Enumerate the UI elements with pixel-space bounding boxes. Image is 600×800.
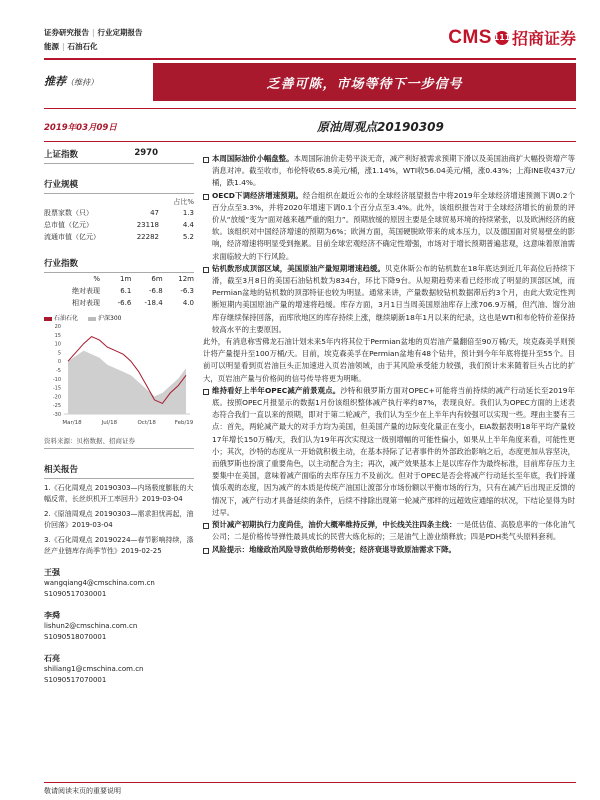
paragraph-body: 此外，有消息称雪佛龙石油计划未来5年内将其位于Permian盆地的页岩油产量翻倍至90万桶/天，埃克森美孚则预计将产量提升至100万桶/天。目前，埃克森美孚在Permian盆地有48个钻井，预计到今年年底将提升至55个。目前可以明显看到页岩油巨头正加速进入页岩油领域，由于其风险承受能力较强，我们预计未来随着巨头占比的扩大，页岩油产量与价格间的信号传导将更为明晰。 [203, 337, 575, 383]
row-pct: 5.2 [182, 233, 194, 241]
y-tick-label: -5 [56, 368, 61, 374]
paragraph-lead: 本周国际油价小幅盘整。 [212, 154, 294, 163]
basic-title: 行业规模 [44, 178, 194, 194]
chart-source: 资料来源：贝格数据、招商证券 [44, 436, 194, 449]
row-value: 23118 [136, 221, 159, 229]
benchmark-area [68, 351, 186, 414]
perf-cell: 6.1 [120, 287, 132, 295]
paragraph-body: 一是低估值、高股息率的一体化油气公司；二是价格传导弹性最具成长的民营大炼化标的；三是油气上游业绩释放；四是PDH类气头原料套利。 [212, 520, 575, 542]
sidebar [44, 148, 194, 686]
paragraph [203, 519, 575, 543]
paragraph-lead: 风险提示：地缘政治风险导致供给形势转变；经济衰退导致原油需求下降。 [212, 544, 456, 554]
footer-note: 敬请阅读末页的重要说明 [44, 787, 121, 795]
title-banner [153, 63, 576, 101]
basic-row [44, 231, 194, 243]
analyst-id: S1090518070001 [44, 633, 107, 641]
perf-cell: -18.4 [144, 299, 163, 307]
analyst-id: S1090517030001 [44, 590, 107, 598]
x-tick-label: Feb/19 [174, 420, 194, 426]
perf-header-cell: % [93, 275, 100, 283]
row-value: 47 [150, 209, 159, 217]
related-report: 2.《原油周观点 20190303—需求担忧再起，油价回落》2019-03-04 [44, 510, 194, 529]
index-row [44, 148, 194, 164]
divider [44, 58, 576, 60]
report-category: 行业定期报告 [97, 28, 143, 37]
paragraph-lead: 维持看好上半年OPEC减产前景观点。 [212, 385, 341, 395]
analyst-email: shiliang1@cmschina.com.cn [44, 665, 144, 673]
x-tick-label: Oct/18 [137, 420, 156, 426]
paragraph-body: 本周国际油价走势平淡无奇，减产利好被需求预期下滑以及美国油商扩大幅投资增产等消息对冲。截至收市，布伦特收65.8美元/桶，涨1.14%，WTI收56.04美元/桶，涨0.43%；上海INE收437元/桶，跌1.4%。 [212, 154, 575, 188]
paragraph-body: 贝克休斯公布的钻机数在18年底达到近几年高位后持续下滑，截至3月8日的美国石油钻机数为834台，环比下降9台。从短期趋势来看已经形成了明显的顶部区域，而Permian盆地的钻机数的顶部特征也较为明显。通常来讲，产量数据较钻机数据滞后约3个月，由此大致定性判断短期内美国原油产量的增速将趋缓。库存方面，3月1日当周美国原油库存上涨706.9万桶，但汽油、馏分油库存继续保持回落，而库欣地区的库存持续上涨，继续刷新18年1月以来的纪录，这也是WTI和布伦特价差保持较高水平的主要原因。 [212, 263, 575, 334]
perf-row [44, 285, 194, 297]
y-tick-label: -30 [52, 412, 61, 418]
perf-cell: -6.3 [180, 287, 194, 295]
analyst-name: 李舜 [44, 611, 60, 620]
main-text [203, 153, 575, 556]
x-tick-label: Mar/18 [62, 420, 82, 426]
rating-sub: （维持） [66, 78, 98, 87]
legend-swatch [44, 317, 52, 321]
index-chart [44, 322, 194, 432]
y-tick-label: 15 [54, 332, 61, 339]
row-label: 股票家数（只） [44, 209, 93, 217]
perf-cell: -6.8 [148, 287, 163, 295]
perf-header [44, 273, 194, 285]
perf-header-cell: 12m [178, 275, 194, 283]
paragraph [203, 336, 575, 385]
perf-title: 行业指数 [44, 257, 194, 273]
legend-swatch [88, 317, 96, 321]
rating [44, 73, 98, 89]
paragraph [203, 263, 575, 336]
paragraph-body: 沙特和俄罗斯方面对OPEC+可能将当前持续的减产行动延长至2019年底。按照OPEC月报显示的数据1月份该组织整体减产执行率约87%，表现良好。我们认为OPEC方面的上述表态符合我们一直以来的预期，即对于第二轮减产，我们认为至少在上半年内有较强可以实现一些。理由主要有三点：首先，两轮减产最大的对手方均为美国，但美国产量的边际变化量正在变小，EIA数据表明18年平均产量较17年增长150万桶/天，我们认为19年再次实现这一级别增幅的可能性偏小，如果从上半年角度来看，可能性更小；其次，沙特的态度从一开始就积极主动，在基本持际了记者事件的外部政治影响之后，态度更加从容坚决，而俄罗斯也扮演了重要角色，以主动配合为主；再次，减产效果基本上是以库存作为最终标准，目前库存压力主要集中在美国，意味着减产面临的去库存压力不及前次。但对于OPEC是否会将减产行动延长至年底，我们持谨慎乐观的态度，因为减产的本质是传统产油国让渡部分市场份额以平衡市场的行为，只有在减产后出现正反馈的情况下，减产行动才具备延续的条件，后续不排除出现第一轮减产那样的远超效应通缩的状况，下结论显得为时过早。 [212, 385, 575, 517]
row-pct: 1.3 [182, 209, 194, 217]
header-separator: | [62, 42, 65, 51]
report-date: 2019年03月09日 [44, 123, 117, 133]
sub-sector: 石油石化 [67, 42, 98, 51]
paragraph [203, 544, 575, 556]
y-tick-label: 20 [54, 324, 61, 330]
analyst-email: lishun2@cmschina.com.cn [44, 622, 138, 630]
logo-text: CMS [448, 26, 492, 48]
index-value: 2970 [134, 148, 158, 158]
logo-chinese: 招商证券 [511, 29, 576, 48]
perf-header-cell: 1m [120, 275, 132, 283]
perf-row [44, 297, 194, 309]
logo-badge-icon: 111 [495, 31, 509, 45]
perf-cell: 4.0 [182, 299, 194, 307]
perf-header-cell: 6m [151, 275, 163, 283]
header-separator: | [92, 28, 95, 37]
analyst-list [44, 567, 194, 686]
report-header [44, 26, 143, 54]
row-label: 流通市值（亿元） [44, 233, 100, 241]
pct-header: 占比% [173, 198, 194, 206]
analyst-id: S1090517070001 [44, 676, 107, 684]
perf-table [44, 273, 194, 309]
divider [44, 782, 576, 783]
report-title: 乏善可陈，市场等待下一步信号 [266, 76, 463, 92]
index-label: 上证指数 [44, 150, 79, 160]
legend-label: 石油石化 [54, 315, 79, 322]
related-report: 3.《石化周观点 20190224—春节影响持续，涤丝产业链库存尚季节性》2019-02-25 [44, 536, 194, 555]
rating-label: 推荐 [44, 75, 66, 88]
row-pct: 4.4 [182, 221, 194, 229]
y-tick-label: 5 [57, 350, 61, 357]
analyst-name: 石亮 [44, 654, 60, 663]
basic-table [44, 207, 194, 243]
paragraph [203, 153, 575, 190]
paragraph-lead: 钻机数形成顶部区域，美国原油产量短期增速趋缓。 [212, 263, 386, 273]
perf-cell: -6.6 [117, 299, 132, 307]
chart-legend [44, 313, 194, 322]
row-label: 总市值（亿元） [44, 221, 93, 229]
related-title: 相关报告 [44, 463, 194, 479]
row-value: 22282 [136, 233, 159, 241]
sector: 能源 [44, 42, 59, 51]
legend-label: 沪深300 [98, 315, 122, 322]
x-tick-label: Jul/18 [101, 420, 118, 426]
perf-cell: 绝对表现 [72, 287, 100, 295]
basic-row [44, 219, 194, 231]
related-list [44, 483, 194, 557]
y-tick-label: -20 [52, 394, 61, 401]
basic-row [44, 207, 194, 219]
report-subtitle: 原油周观点20190309 [317, 120, 444, 134]
divider [44, 141, 576, 142]
legend-item [88, 313, 121, 322]
analyst-email: wangqiang4@cmschina.com.cn [44, 579, 155, 587]
related-report: 1.《石化周观点 20190303—内场极度膨胀的大幅反常，长丝织机开工率回升》2019-03-04 [44, 484, 194, 503]
paragraph-body: 经合组织在最近公布的全球经济展望报告中将2019年全球经济增速预测下调0.2个百分点至3.3%，并将2020年增速下调0.1个百分点至3.4%。此外，该组织报告对于全球经济增长的前景的评价从“放缓”变为“面对越来越严重的阻力”。预期放缓的原因主要是全球贸易环境的持续紧张，以及欧洲经济的疲软。该组织对中国经济增速的预期为6%；欧洲方面，英国硬脱欧带来的成本压力，以及德国面对贸易壁垒的影响，经济增速将明显受到拖累。目前全球宏观经济不确定性增强，市场对于增长预期普遍悲观，这意味着原油需求面临较大的下行风险。 [212, 190, 575, 261]
y-tick-label: 0 [57, 359, 61, 366]
y-tick-label: 10 [54, 341, 61, 348]
paragraph [203, 190, 575, 263]
legend-item [44, 313, 78, 322]
report-type: 证券研究报告 [44, 28, 89, 37]
paragraph [203, 385, 575, 519]
perf-cell: 相对表现 [72, 299, 100, 307]
y-tick-label: -25 [52, 403, 61, 410]
divider [44, 108, 576, 109]
y-tick-label: -15 [52, 385, 61, 392]
y-tick-label: -10 [52, 376, 61, 383]
analyst-name: 王强 [44, 568, 60, 577]
paragraph-lead: OECD下调经济增速预期。 [212, 190, 303, 200]
paragraph-lead: 预计减产初期执行力度尚佳，油价大概率维持反弹，中长线关注四条主线： [212, 520, 457, 530]
brand-logo [448, 26, 576, 49]
